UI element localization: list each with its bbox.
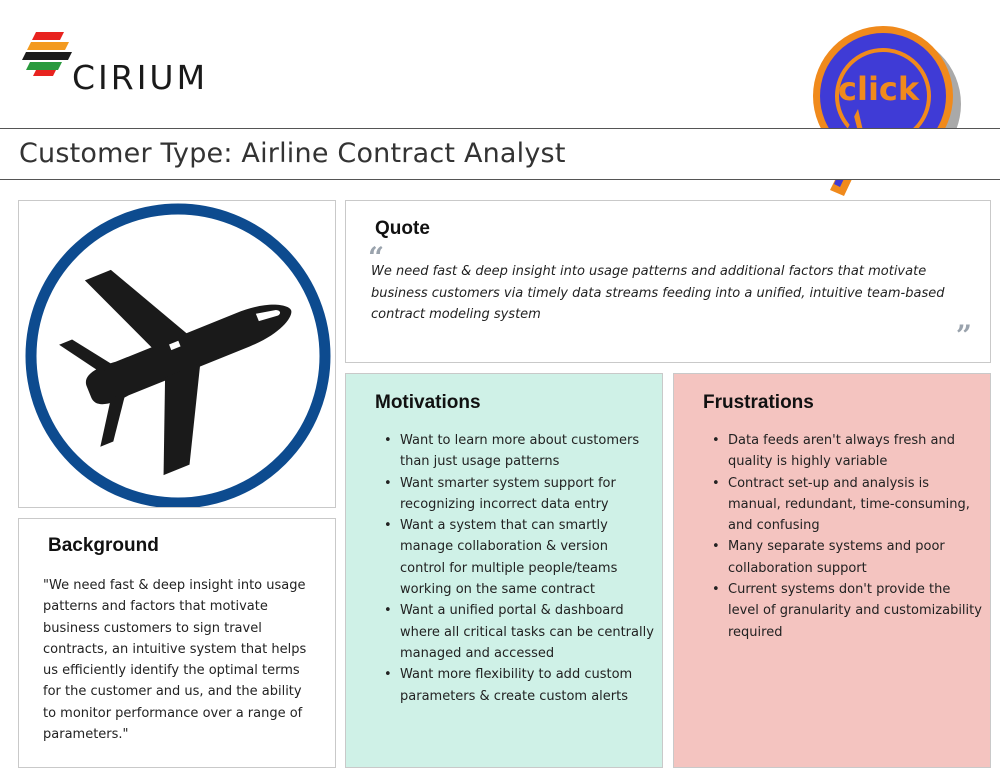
brand-name: CIRIUM	[72, 58, 209, 97]
list-item: • Data feeds aren't always fresh and quality is highly variable	[710, 430, 982, 473]
frustrations-list	[710, 430, 982, 643]
frustrations-heading: Frustrations	[703, 392, 814, 413]
open-quote-icon: “	[368, 241, 385, 274]
persona-icon-panel	[18, 200, 336, 508]
background-panel	[18, 518, 336, 768]
list-item: • Contract set-up and analysis is manual, redundant, time-consuming, and confusing	[710, 473, 982, 537]
background-text: "We need fast & deep insight into usage patterns and factors that motivate business customers to sign travel contracts, an intuitive system that helps us efficiently identify the optimal terms for the customer and us, and the ability to monitor performance over a range of parameters."	[43, 578, 307, 743]
motivations-list	[382, 430, 654, 707]
list-item: • Many separate systems and poor collaboration support	[710, 536, 982, 579]
cirium-logo-mark-icon	[22, 30, 74, 78]
background-heading: Background	[48, 535, 159, 556]
motivations-panel	[345, 373, 663, 768]
cirium-logo	[22, 30, 232, 100]
close-quote-icon: ”	[955, 319, 972, 352]
list-item: • Want to learn more about customers than just usage patterns	[382, 430, 654, 473]
quote-panel	[345, 200, 991, 363]
airplane-icon	[19, 201, 336, 508]
list-item: • Want a system that can smartly manage collaboration & version control for multiple people/teams working on the same contract	[382, 515, 654, 600]
list-item: • Current systems don't provide the level of granularity and customizability required	[710, 579, 982, 643]
list-item: • Want more flexibility to add custom parameters & create custom alerts	[382, 664, 654, 707]
quote-heading: Quote	[375, 218, 430, 239]
quote-text: We need fast & deep insight into usage patterns and additional factors that motivate business customers via timely data streams feeding into a unified, intuitive team-based contract modeling system	[371, 264, 945, 322]
page-title: Customer Type: Airline Contract Analyst	[19, 138, 566, 169]
list-item: • Want a unified portal & dashboard where all critical tasks can be centrally managed and accessed	[382, 600, 654, 664]
motivations-heading: Motivations	[375, 392, 481, 413]
title-bar	[0, 128, 1000, 180]
click-label: click	[838, 70, 920, 108]
frustrations-panel	[673, 373, 991, 768]
list-item: • Want smarter system support for recognizing incorrect data entry	[382, 473, 654, 516]
